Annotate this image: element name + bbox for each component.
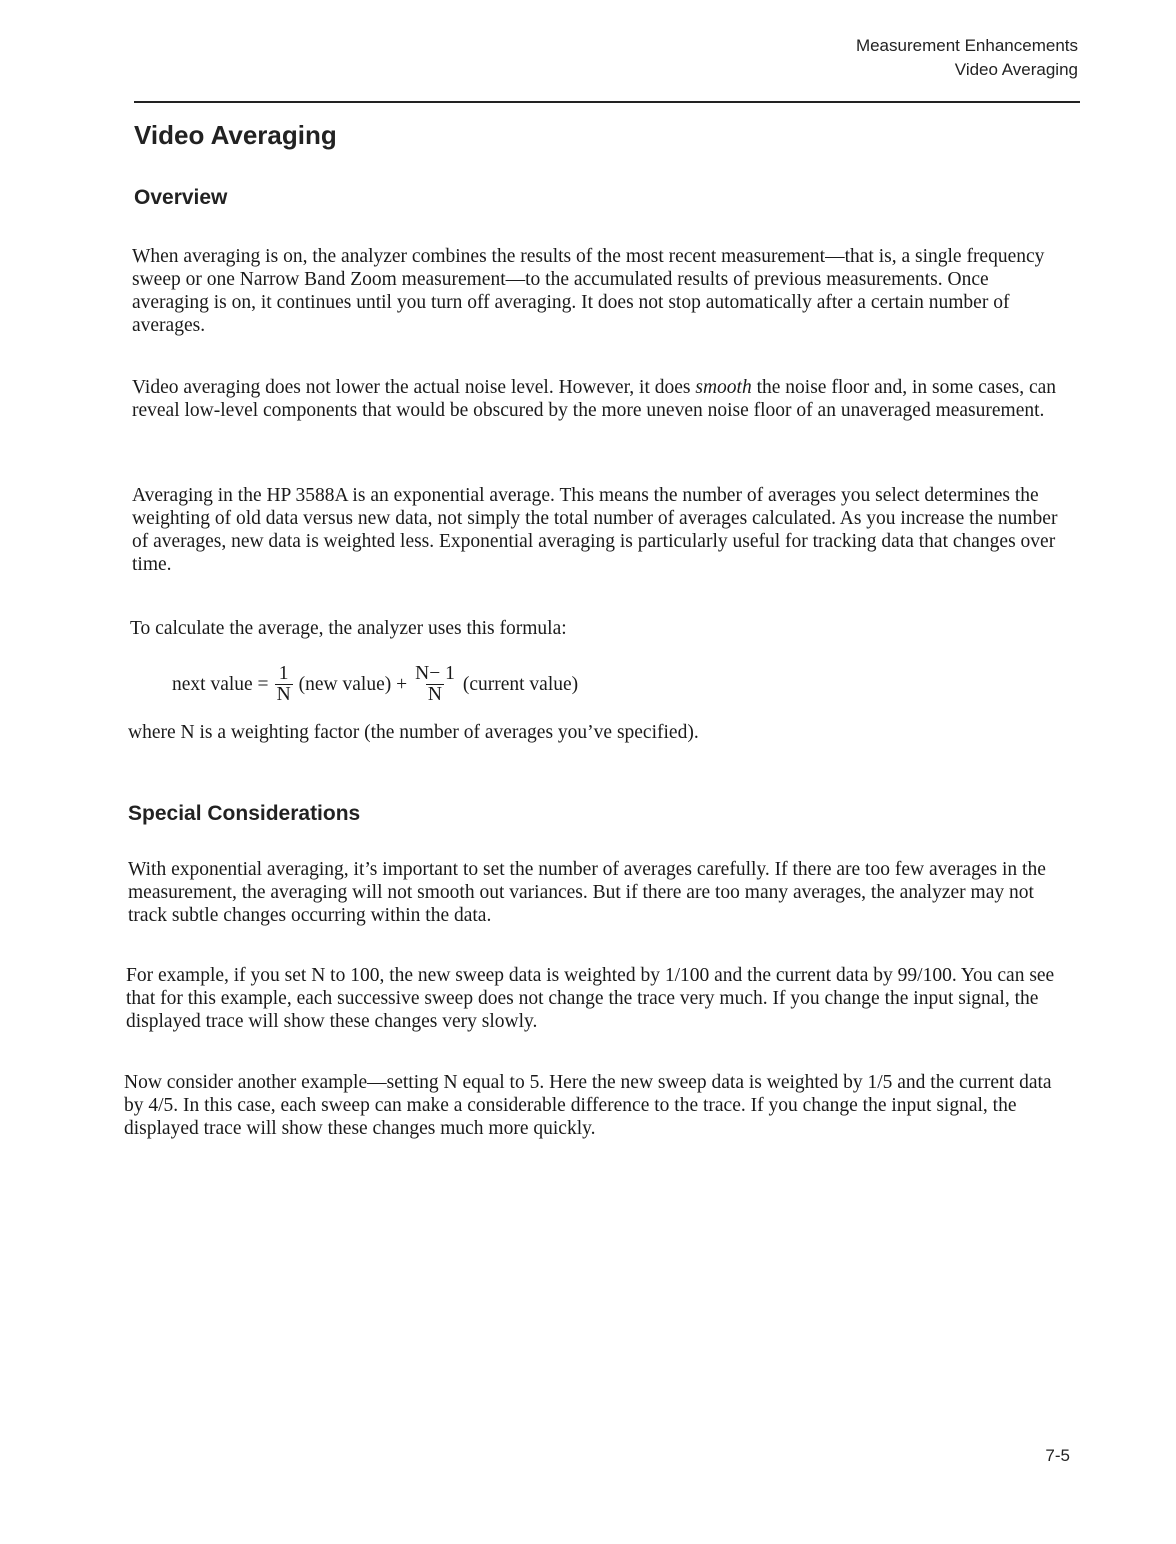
p2-after: the noise floor and, in some cases, can reveal low-level components that would be obscured by the more uneven noise floor of an unaveraged measurement. — [132, 377, 1057, 421]
p2-emphasis: smooth — [695, 377, 752, 398]
overview-paragraph-1: When averaging is on, the analyzer combines the results of the most recent measurement—that is, a single frequency sweep or one Narrow Band Zoom measurement—to the accumulated results of previous measurements. Once averaging is on, it continues until you turn off averaging. It does not stop automatically after a certain number of averages. — [132, 246, 1045, 336]
overview-paragraph-4: To calculate the average, the analyzer uses this formula: — [130, 618, 567, 639]
special-paragraph-3: Now consider another example—setting N equal to 5. Here the new sweep data is weighted by 1/5 and the current data by 4/5. In this case, each sweep can make a considerable difference to the trace. If you change the input signal, the displayed trace will show these changes much more quickly. — [124, 1072, 1052, 1139]
fraction-n-minus-one-over-n — [413, 664, 457, 705]
page-number: 7-5 — [1045, 1446, 1070, 1465]
frac1-denominator: N — [276, 684, 291, 705]
running-header — [856, 34, 1078, 82]
formula-lhs: next value = — [172, 673, 269, 695]
frac2-denominator: N — [427, 684, 443, 705]
frac1-numerator: 1 — [278, 663, 289, 684]
overview-heading: Overview — [134, 186, 228, 209]
averaging-formula — [172, 664, 578, 705]
p2-before: Video averaging does not lower the actual noise level. However, it does — [132, 377, 696, 398]
page-title: Video Averaging — [134, 120, 337, 150]
formula-term2: (current value) — [462, 673, 579, 695]
header-rule — [134, 101, 1080, 103]
overview-paragraph-3: Averaging in the HP 3588A is an exponential average. This means the number of averages you select determines the weighting of old data versus new data, not simply the total number of averages calculated. As you increase the number of averages, new data is weighted less. Exponential averaging is particularly useful for tracking data that changes over time. — [132, 485, 1058, 575]
frac2-numerator: N− 1 — [415, 663, 455, 684]
special-paragraph-2: For example, if you set N to 100, the new sweep data is weighted by 1/100 and the current data by 99/100. You can see that for this example, each successive sweep does not change the trace very much. If you change the input signal, the displayed trace will show these changes very slowly. — [126, 965, 1055, 1032]
header-section: Video Averaging — [954, 60, 1078, 79]
fraction-one-over-n — [275, 664, 293, 705]
overview-paragraph-5: where N is a weighting factor (the number of averages you’ve specified). — [128, 722, 699, 743]
special-considerations-heading: Special Considerations — [128, 802, 361, 825]
overview-paragraph-2 — [132, 376, 1067, 422]
formula-term1: (new value) + — [298, 673, 408, 695]
header-chapter: Measurement Enhancements — [855, 36, 1078, 55]
special-paragraph-1: With exponential averaging, it’s important to set the number of averages carefully. If there are too few averages in the measurement, the averaging will not smooth out variances. But if there are too many averages, the analyzer may not track subtle changes occurring within the data. — [128, 859, 1046, 926]
